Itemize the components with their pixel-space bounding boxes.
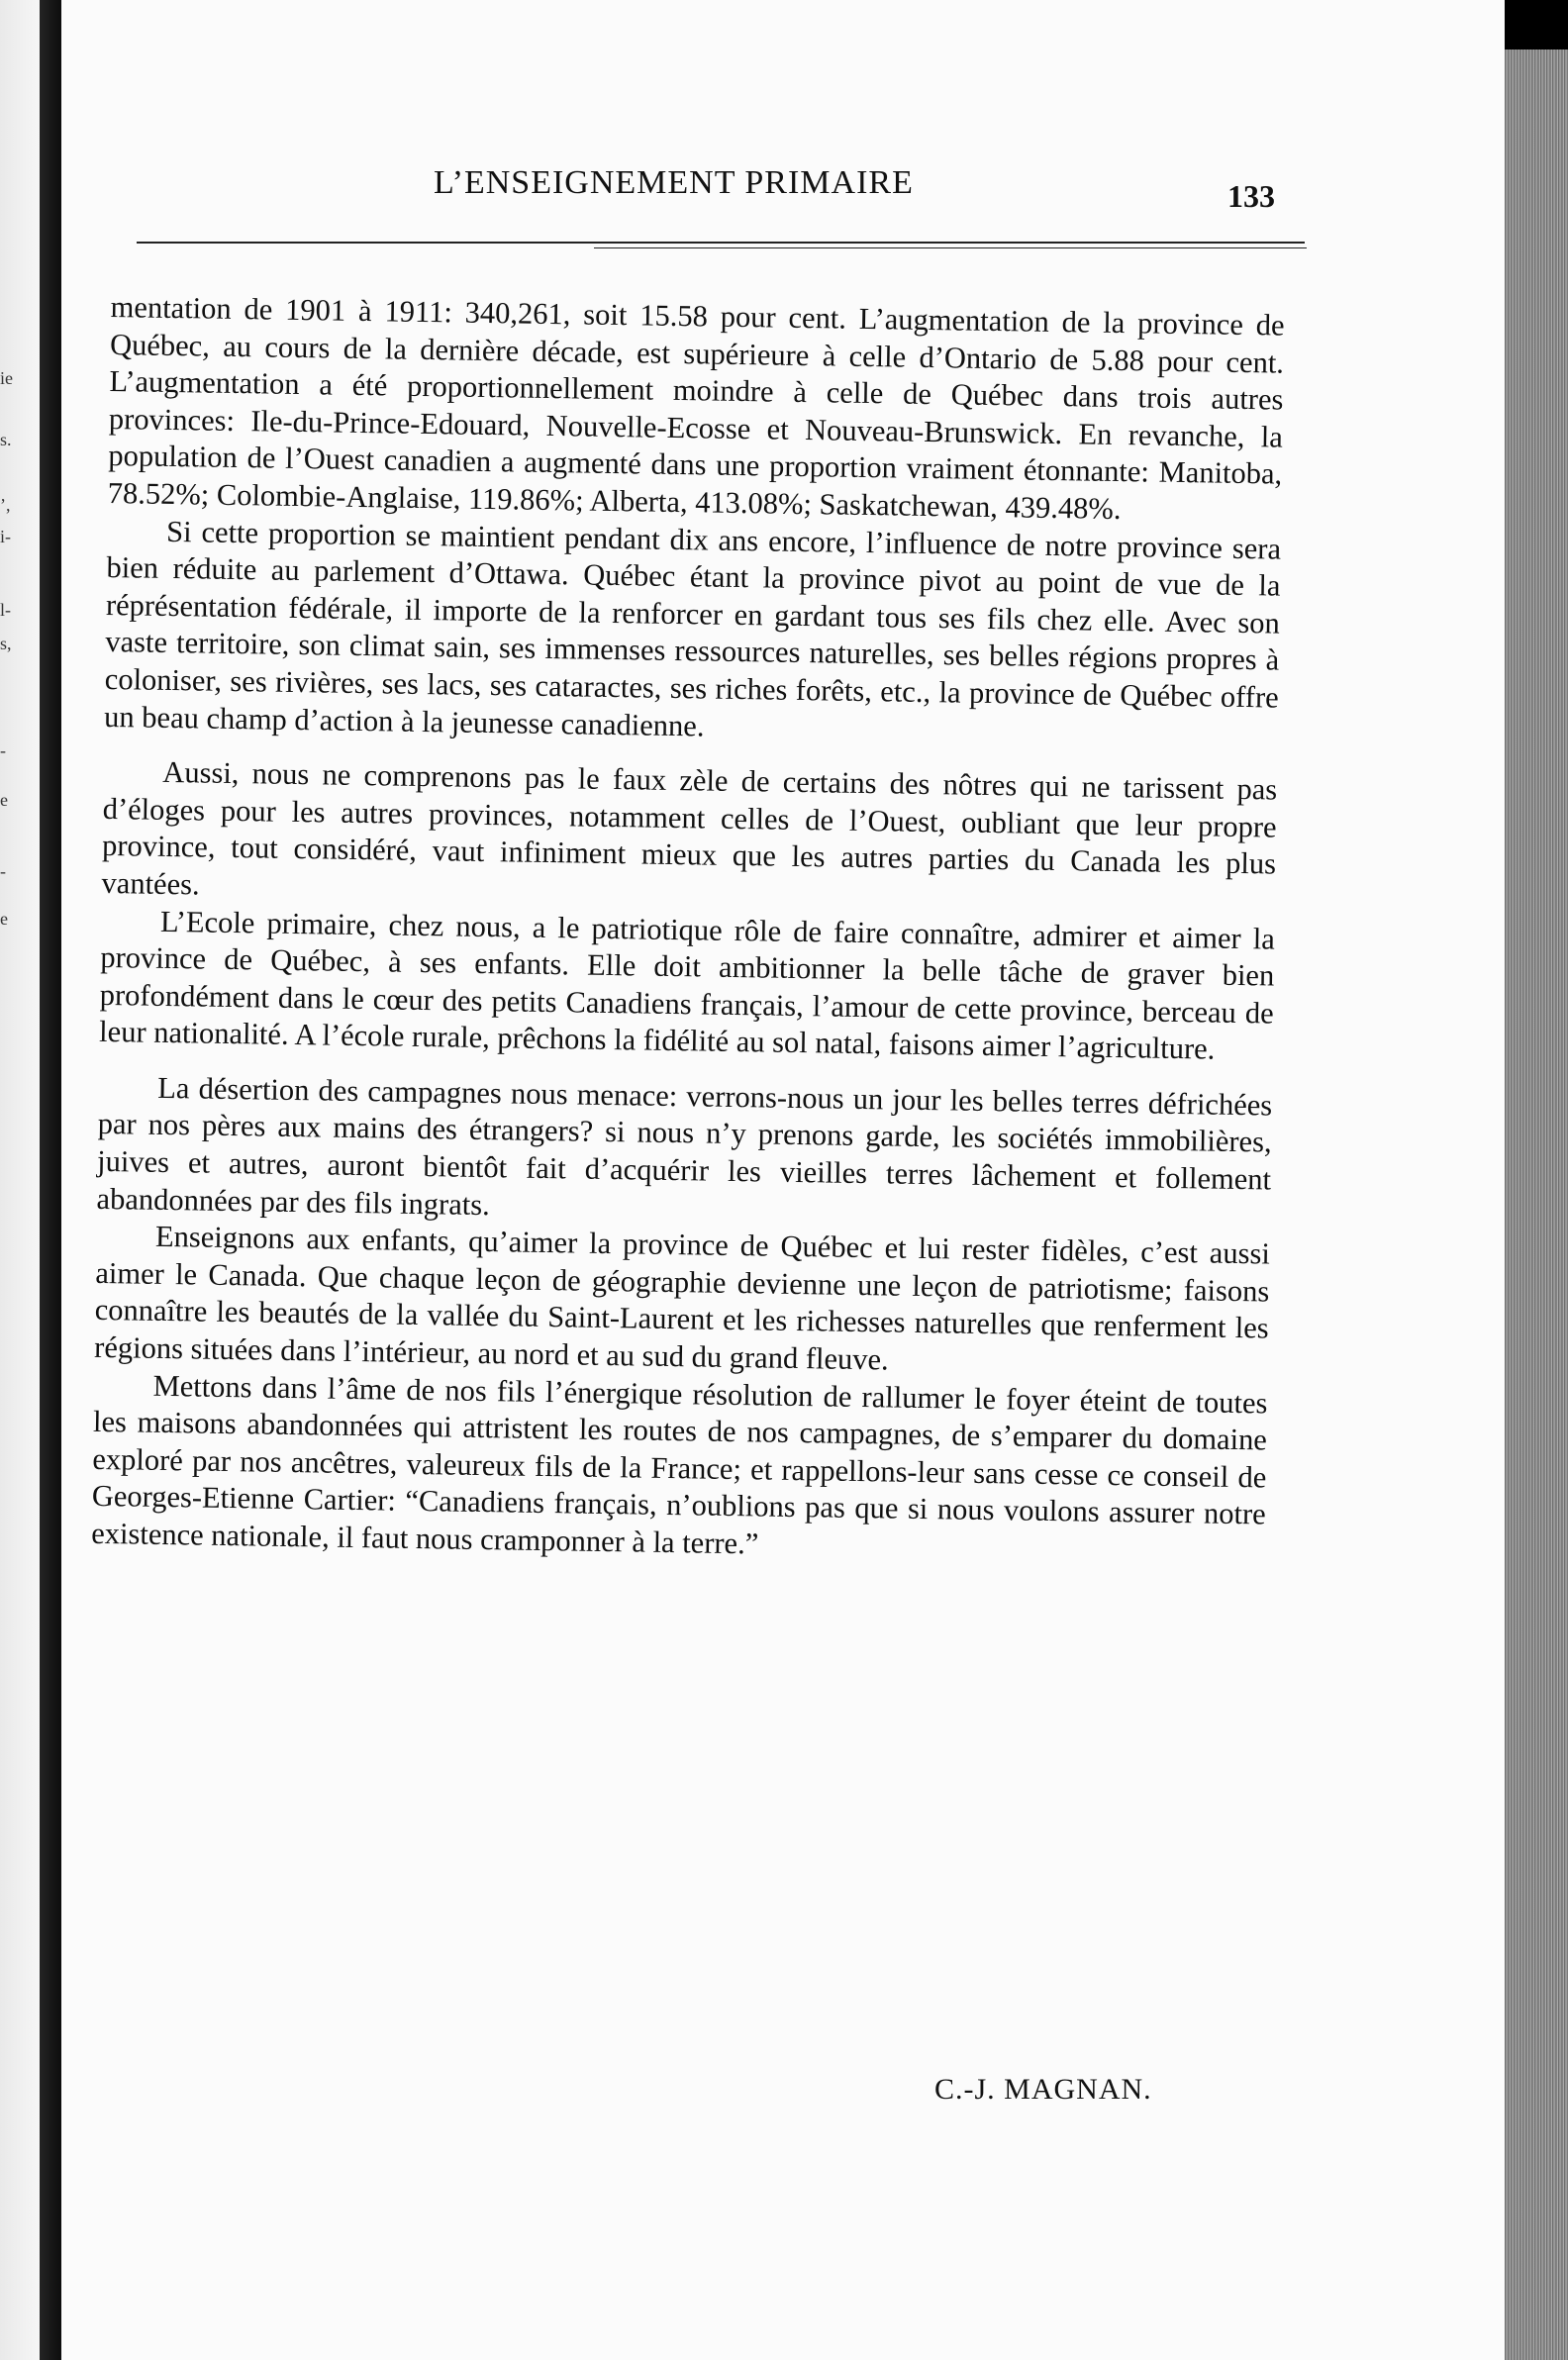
- paragraph: Si cette proportion se maintient pendant dix ans encore, l’influence de notre province sera bien réduite au parlement d’Ottawa. Québec étant la province pivot au point de vue de la réprésentation fédérale, il importe de la renforcer en gardant tous ses fils chez elle. Avec son vaste territoire, son climat sain, ses immenses ressources naturelles, ses belles régions propres à coloniser, ses rivières, ses lacs, ses cataractes, ses riches forêts, etc., la province de Québec offre un beau champ d’action à la jeunesse canadienne.: [103, 514, 1282, 742]
- facing-page-edge: [0, 0, 40, 2360]
- running-title: L’ENSEIGNEMENT PRIMAIRE: [434, 164, 914, 201]
- paragraph: Mettons dans l’âme de nos fils l’énergique résolution de rallumer le foyer éteint de toutes les maisons abandonnées qui attristent les routes de nos campagnes, de s’emparer du domaine exploré par nos ancêtres, valeureux fils de la France; et rappellons-leur sans cesse ce conseil de Georges-Etienne Cartier: “Canadiens français, n’oublions pas que si nous voulons assurer notre existence nationale, il faut nous cramponner à la terre.”: [90, 1368, 1268, 1561]
- article-body: [91, 289, 1285, 1571]
- facing-page-fragment: e: [0, 909, 8, 929]
- facing-page-fragment: -: [0, 740, 6, 760]
- facing-page-fragment: -: [0, 861, 6, 881]
- paragraph: La désertion des campagnes nous menace: verrons-nous un jour les belles terres défrichées par nos pères aux mains des étrangers? si nous n’y prenons garde, les sociétés immobilières, juives et autres, auront bientôt fait d’acquérir les vieilles terres lâchement et follement abandonnées par des fils ingrats.: [96, 1070, 1273, 1222]
- header-rule-top: [137, 242, 1305, 244]
- facing-page-fragment: ie: [0, 368, 13, 388]
- paragraph: mentation de 1901 à 1911: 340,261, soit 15.58 pour cent. L’augmentation de la province de Québec, au cours de la dernière décade, est supérieure à celle d’Ontario de 5.88 pour cent. L’augmentation a été proportionnellement moindre à celle de Québec dans trois autres provinces: Ile-du-Prince-Edouard, Nouvelle-Ecosse et Nouveau-Brunswick. En revanche, la population de l’Ouest canadien a augmenté dans une proportion vraiment étonnante: Manitoba, 78.52%; Colombie-Anglaise, 119.86%; Alberta, 413.08%; Saskatchewan, 439.48%.: [107, 289, 1285, 527]
- paragraph: Enseignons aux enfants, qu’aimer la province de Québec et lui rester fidèles, c’est aussi aimer le Canada. Que chaque leçon de géographie devienne une leçon de patriotisme; faisons connaître les beautés de la vallée du Saint-Laurent et les richesses naturelles que renferment les régions situées dans l’intérieur, au nord et au sud du grand fleuve.: [93, 1220, 1271, 1377]
- facing-page-fragment: s.: [0, 430, 12, 449]
- paragraph: L’Ecole primaire, chez nous, a le patriotique rôle de faire connaître, admirer et aimer la province de Québec, à ses enfants. Elle doit ambitionner la belle tâche de graver bien profondément dans le cœur des petits Canadiens français, l’amour de cette province, berceau de leur nationalité. A l’école rurale, prêchons la fidélité au sol natal, faisons aimer l’agriculture.: [98, 904, 1276, 1066]
- facing-page-fragment: l-: [0, 600, 11, 620]
- header-rule-bottom: [594, 247, 1307, 248]
- page-stack-top: [1505, 0, 1568, 49]
- paragraph: Aussi, nous ne comprenons pas le faux zèle de certains des nôtres qui ne tarissent pas d’éloges pour les autres provinces, notamment celles de l’Ouest, oubliant que leur propre province, tout considéré, vaut infiniment mieux que les autres parties du Canada les plus vantées.: [101, 755, 1278, 902]
- facing-page-fragment: s,: [0, 634, 12, 653]
- page-number: 133: [1227, 178, 1275, 214]
- facing-page-fragment: e: [0, 790, 8, 810]
- page-stack-edge: [1505, 49, 1568, 2360]
- author-signature: C.-J. MAGNAN.: [934, 2073, 1152, 2106]
- facing-page-fragment: ’,: [0, 495, 11, 515]
- facing-page-fragment: i-: [0, 527, 11, 546]
